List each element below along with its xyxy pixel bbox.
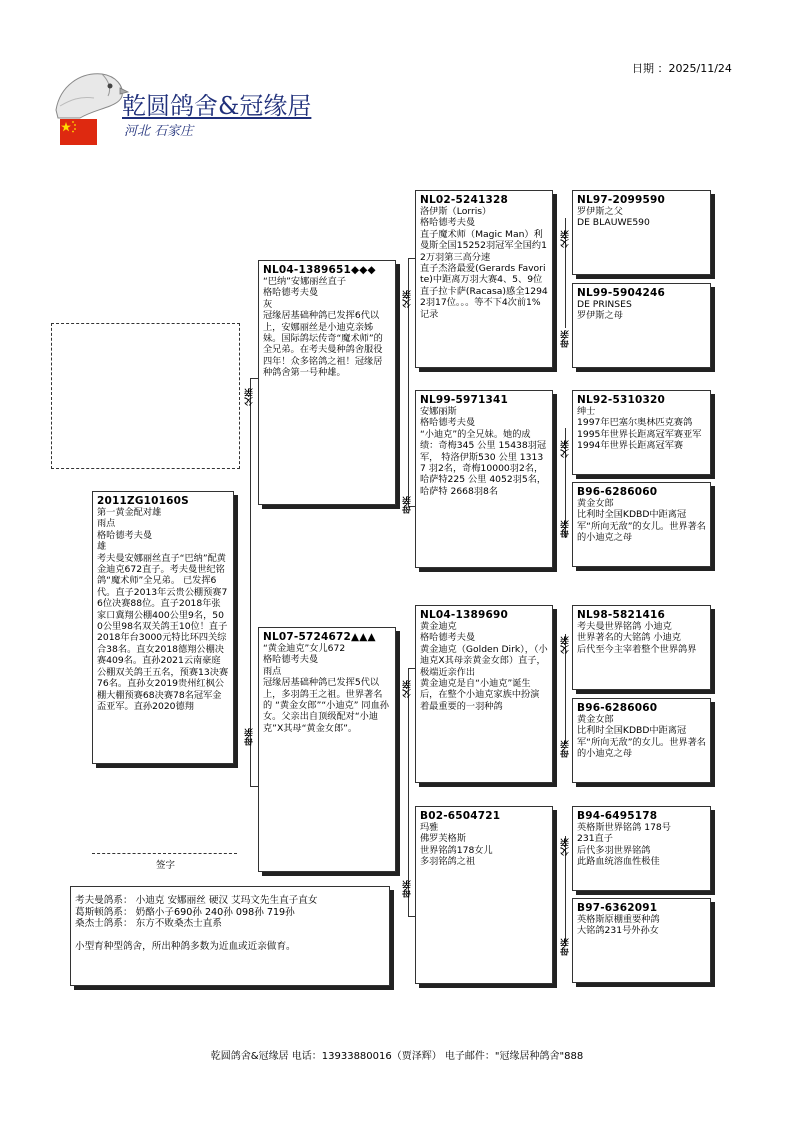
ds-dam-line: 黄金女郎 <box>577 714 614 725</box>
notes-line <box>75 930 385 942</box>
footer-contact: 乾圆鸽舍&冠缘居 电话：13933880016（贾泽辉） 电子邮件："冠缘居种鸽舍"888 <box>210 1051 584 1062</box>
father-label: 父亲 <box>403 680 413 698</box>
father-label: 父亲 <box>403 290 413 308</box>
sire-dam-line: “小迪克”的全兄妹。她的成绩：奇梅345 公里 15438羽冠军， 特洛伊斯530 公里 13137 羽2名，奇梅10000羽2名，哈萨特225 公里 4052羽5名，哈萨特 2668羽8名 <box>420 428 547 497</box>
dd-sire-line: 后代多羽世界铭鸽 <box>577 844 651 856</box>
ss-dam-line: DE PRINSES <box>577 299 632 310</box>
connector-line <box>250 378 251 786</box>
subject-line: 雨点 <box>97 518 116 530</box>
sd-sire-line: 1997年巴塞尔奥林匹克赛鸽 <box>577 417 693 429</box>
dam-ring: NL07-5724672▲▲▲ <box>263 631 376 643</box>
dam-line: 格哈德考夫曼 <box>263 654 319 666</box>
ds-dam-card <box>572 698 711 783</box>
sd-sire-ring: NL92-5310320 <box>577 394 665 406</box>
sd-sire-line: 1994年世界长距离冠军赛 <box>577 440 684 452</box>
sd-sire-line: 1995年世界长距离冠军赛亚军 <box>577 428 702 440</box>
sire-sire-line: 洛伊斯（Lorris） <box>420 206 492 217</box>
dd-sire-card <box>572 806 711 891</box>
sire-sire-ring: NL02-5241328 <box>420 194 508 206</box>
notes-line: 小型育种型鸽舍，所出种鸽多数为近血或近亲做育。 <box>75 941 296 952</box>
mother-label: 母亲 <box>561 740 571 758</box>
photo-placeholder <box>51 323 240 469</box>
dam-sire-line: 黄金迪克 <box>420 621 457 632</box>
ss-sire-line: DE BLAUWE590 <box>577 217 650 229</box>
sire-sire-line: 格哈德考夫曼 <box>420 217 476 229</box>
ds-dam-ring: B96-6286060 <box>577 702 658 714</box>
dd-dam-line: 英格斯原棚重要种鸽 <box>577 914 660 925</box>
dam-dam-line: 多羽铭鸽之祖 <box>420 856 476 868</box>
dam-dam-line: 玛雅 <box>420 822 439 833</box>
mother-label: 母亲 <box>403 496 413 514</box>
sire-line: “巴纳”安娜丽丝直子 <box>263 276 347 287</box>
sire-card <box>258 260 396 505</box>
sire-sire-line: 直子杰洛最爱(Gerards Favorite)中距离万羽大赛4、5、9位直子拉卡萨(Racasa)感全12942羽17位。。。等不下4次前1%记录 <box>420 263 548 320</box>
dam-sire-card <box>415 605 553 783</box>
sire-dam-ring: NL99-5971341 <box>420 394 508 406</box>
dd-dam-card <box>572 898 711 983</box>
bloodline-notes <box>70 886 390 986</box>
sd-sire-card <box>572 390 711 475</box>
connector-line <box>408 668 409 916</box>
dam-line: 雨点 <box>263 665 282 677</box>
notes-line: 葛斯顿鸽系： 奶酪小子690孙 240孙 098孙 719孙 <box>75 906 295 918</box>
signature-line <box>92 853 237 854</box>
dam-card <box>258 627 396 872</box>
subject-card <box>92 491 234 764</box>
mother-label: 母亲 <box>561 520 571 538</box>
signature-label: 签字 <box>156 860 176 871</box>
sire-ring: NL04-1389651◆◆◆ <box>263 264 376 276</box>
sd-dam-line: 黄金女郎 <box>577 498 614 509</box>
kennel-location: 河北 石家庄 <box>124 124 194 139</box>
sire-dam-line: 安娜丽斯 <box>420 406 457 417</box>
father-label: 父亲 <box>561 230 571 248</box>
father-label: 父亲 <box>561 440 571 458</box>
dd-sire-ring: B94-6495178 <box>577 810 658 822</box>
ds-dam-line: 比利时全国KDBD中距离冠军“所向无敌”的女儿。世界著名的小迪克之母 <box>577 725 706 760</box>
date-label: 日期 ：2025/11/24 <box>632 62 732 75</box>
dd-sire-line: 此路血统溶血性极佳 <box>577 856 660 868</box>
ss-sire-ring: NL97-2099590 <box>577 194 665 206</box>
notes-line: 考夫曼鸽系： 小迪克 安娜丽丝 硬汉 艾玛文先生直子直女 <box>75 895 318 906</box>
dam-sire-ring: NL04-1389690 <box>420 609 508 621</box>
notes-line: 桑杰士鸽系： 东方不败桑杰士直系 <box>75 918 222 929</box>
ss-sire-card <box>572 190 711 275</box>
sd-dam-ring: B96-6286060 <box>577 486 658 498</box>
mother-label: 母亲 <box>561 938 571 956</box>
father-label: 父亲 <box>561 838 571 856</box>
sire-sire-line: 直子魔术师（Magic Man）利曼斯全国15252羽冠军全国约12万羽第三高分速 <box>420 228 547 263</box>
dam-sire-line: 黄金迪克是自“小迪克”诞生后，在整个小迪克家族中扮演着最重要的一羽种鸽 <box>420 678 540 712</box>
dam-dam-line: 世界铭鸽178女儿 <box>420 844 493 856</box>
china-flag-icon <box>60 119 97 145</box>
ds-sire-line: 考夫曼世界铭鸽 小迪克 <box>577 621 672 632</box>
subject-line: 雄 <box>97 541 107 553</box>
mother-label: 母亲 <box>403 880 413 898</box>
dam-dam-line: 佛罗芙格斯 <box>420 833 466 845</box>
sire-line: 灰 <box>263 298 273 310</box>
sire-line: 冠缘居基础种鸽已发挥6代以上，安娜丽丝是小迪克亲姊妹。国际鸽坛传奇“魔术师”的全兄弟。在考夫曼种鸽舍服役四年！众多铭鸽之祖！冠缘居种鸽舍第一号种雄。 <box>263 310 383 379</box>
sire-line: 格哈德考夫曼 <box>263 287 319 299</box>
dd-dam-ring: B97-6362091 <box>577 902 658 914</box>
dam-line: “黄金迪克”女儿672 <box>263 643 346 654</box>
sire-dam-card <box>415 390 553 568</box>
dam-sire-line: 黄金迪克（Golden Dirk），（小迪克X其母亲黄金女郎）直子，极端近亲作出 <box>420 643 548 678</box>
sd-dam-line: 比利时全国KDBD中距离冠军“所向无敌”的女儿。世界著名的小迪克之母 <box>577 509 706 544</box>
ds-sire-line: 后代至今主宰着整个世界鸽界 <box>577 643 697 655</box>
dd-sire-line: 231直子 <box>577 833 613 845</box>
subject-line: 第一黄金配对雄 <box>97 507 162 518</box>
dam-sire-line: 格哈德考夫曼 <box>420 632 476 644</box>
mother-label: 母亲 <box>561 330 571 348</box>
dd-sire-line: 英格斯世界铭鸽 178号 <box>577 822 671 833</box>
ss-sire-line: 罗伊斯之父 <box>577 206 623 217</box>
dam-dam-ring: B02-6504721 <box>420 810 501 822</box>
sd-dam-card <box>572 482 711 567</box>
father-label: 父亲 <box>561 636 571 654</box>
sire-sire-card <box>415 190 553 368</box>
ss-dam-ring: NL99-5904246 <box>577 287 665 299</box>
dam-dam-card <box>415 806 553 984</box>
ds-sire-ring: NL98-5821416 <box>577 609 665 621</box>
kennel-title: 乾圆鸽舍&冠缘居 <box>122 92 312 120</box>
sire-dam-line: 格哈德考夫曼 <box>420 417 476 429</box>
subject-line: 格哈德考夫曼 <box>97 529 153 541</box>
subject-ring: 2011ZG10160S <box>97 495 189 507</box>
subject-line: 考夫曼安娜丽丝直子“巴纳”配黄金迪克672直子。考夫曼世纪铭鸽“魔术师”全兄弟。 已发挥6代。直子2013年云贵公棚预赛76位决赛88位。直子2018年张家口冀翔公棚400公里9名，500公里98名双关鸽王10位！直子2018年台3000元特比环四关综合38名。直女2018德翔公棚决赛409名。直孙2021云南豪庭公棚双关鸽王五名，预赛13决赛76名。直孙女2019贵州红枫公棚大棚预赛68决赛78名冠军金盃亚军。直孙2020德翔 <box>97 552 229 712</box>
ss-dam-line: 罗伊斯之母 <box>577 310 623 322</box>
mother-label: 母亲 <box>245 728 255 746</box>
ds-sire-line: 世界著名的大铭鸽 小迪克 <box>577 632 681 644</box>
dam-line: 冠缘居基础种鸽已发挥5代以上，多羽鸽王之祖。世界著名的 “黄金女郎”“小迪克” 同血孙女。父亲出自顶级配对“小迪克”X其母“黄金女郎”。 <box>263 677 389 734</box>
ds-sire-card <box>572 605 711 690</box>
father-label: 父亲 <box>245 388 255 406</box>
ss-dam-card <box>572 283 711 368</box>
dd-dam-line: 大铭鸽231号外孙女 <box>577 925 659 937</box>
sd-sire-line: 绅士 <box>577 406 596 417</box>
pigeon-logo-icon <box>50 66 130 122</box>
